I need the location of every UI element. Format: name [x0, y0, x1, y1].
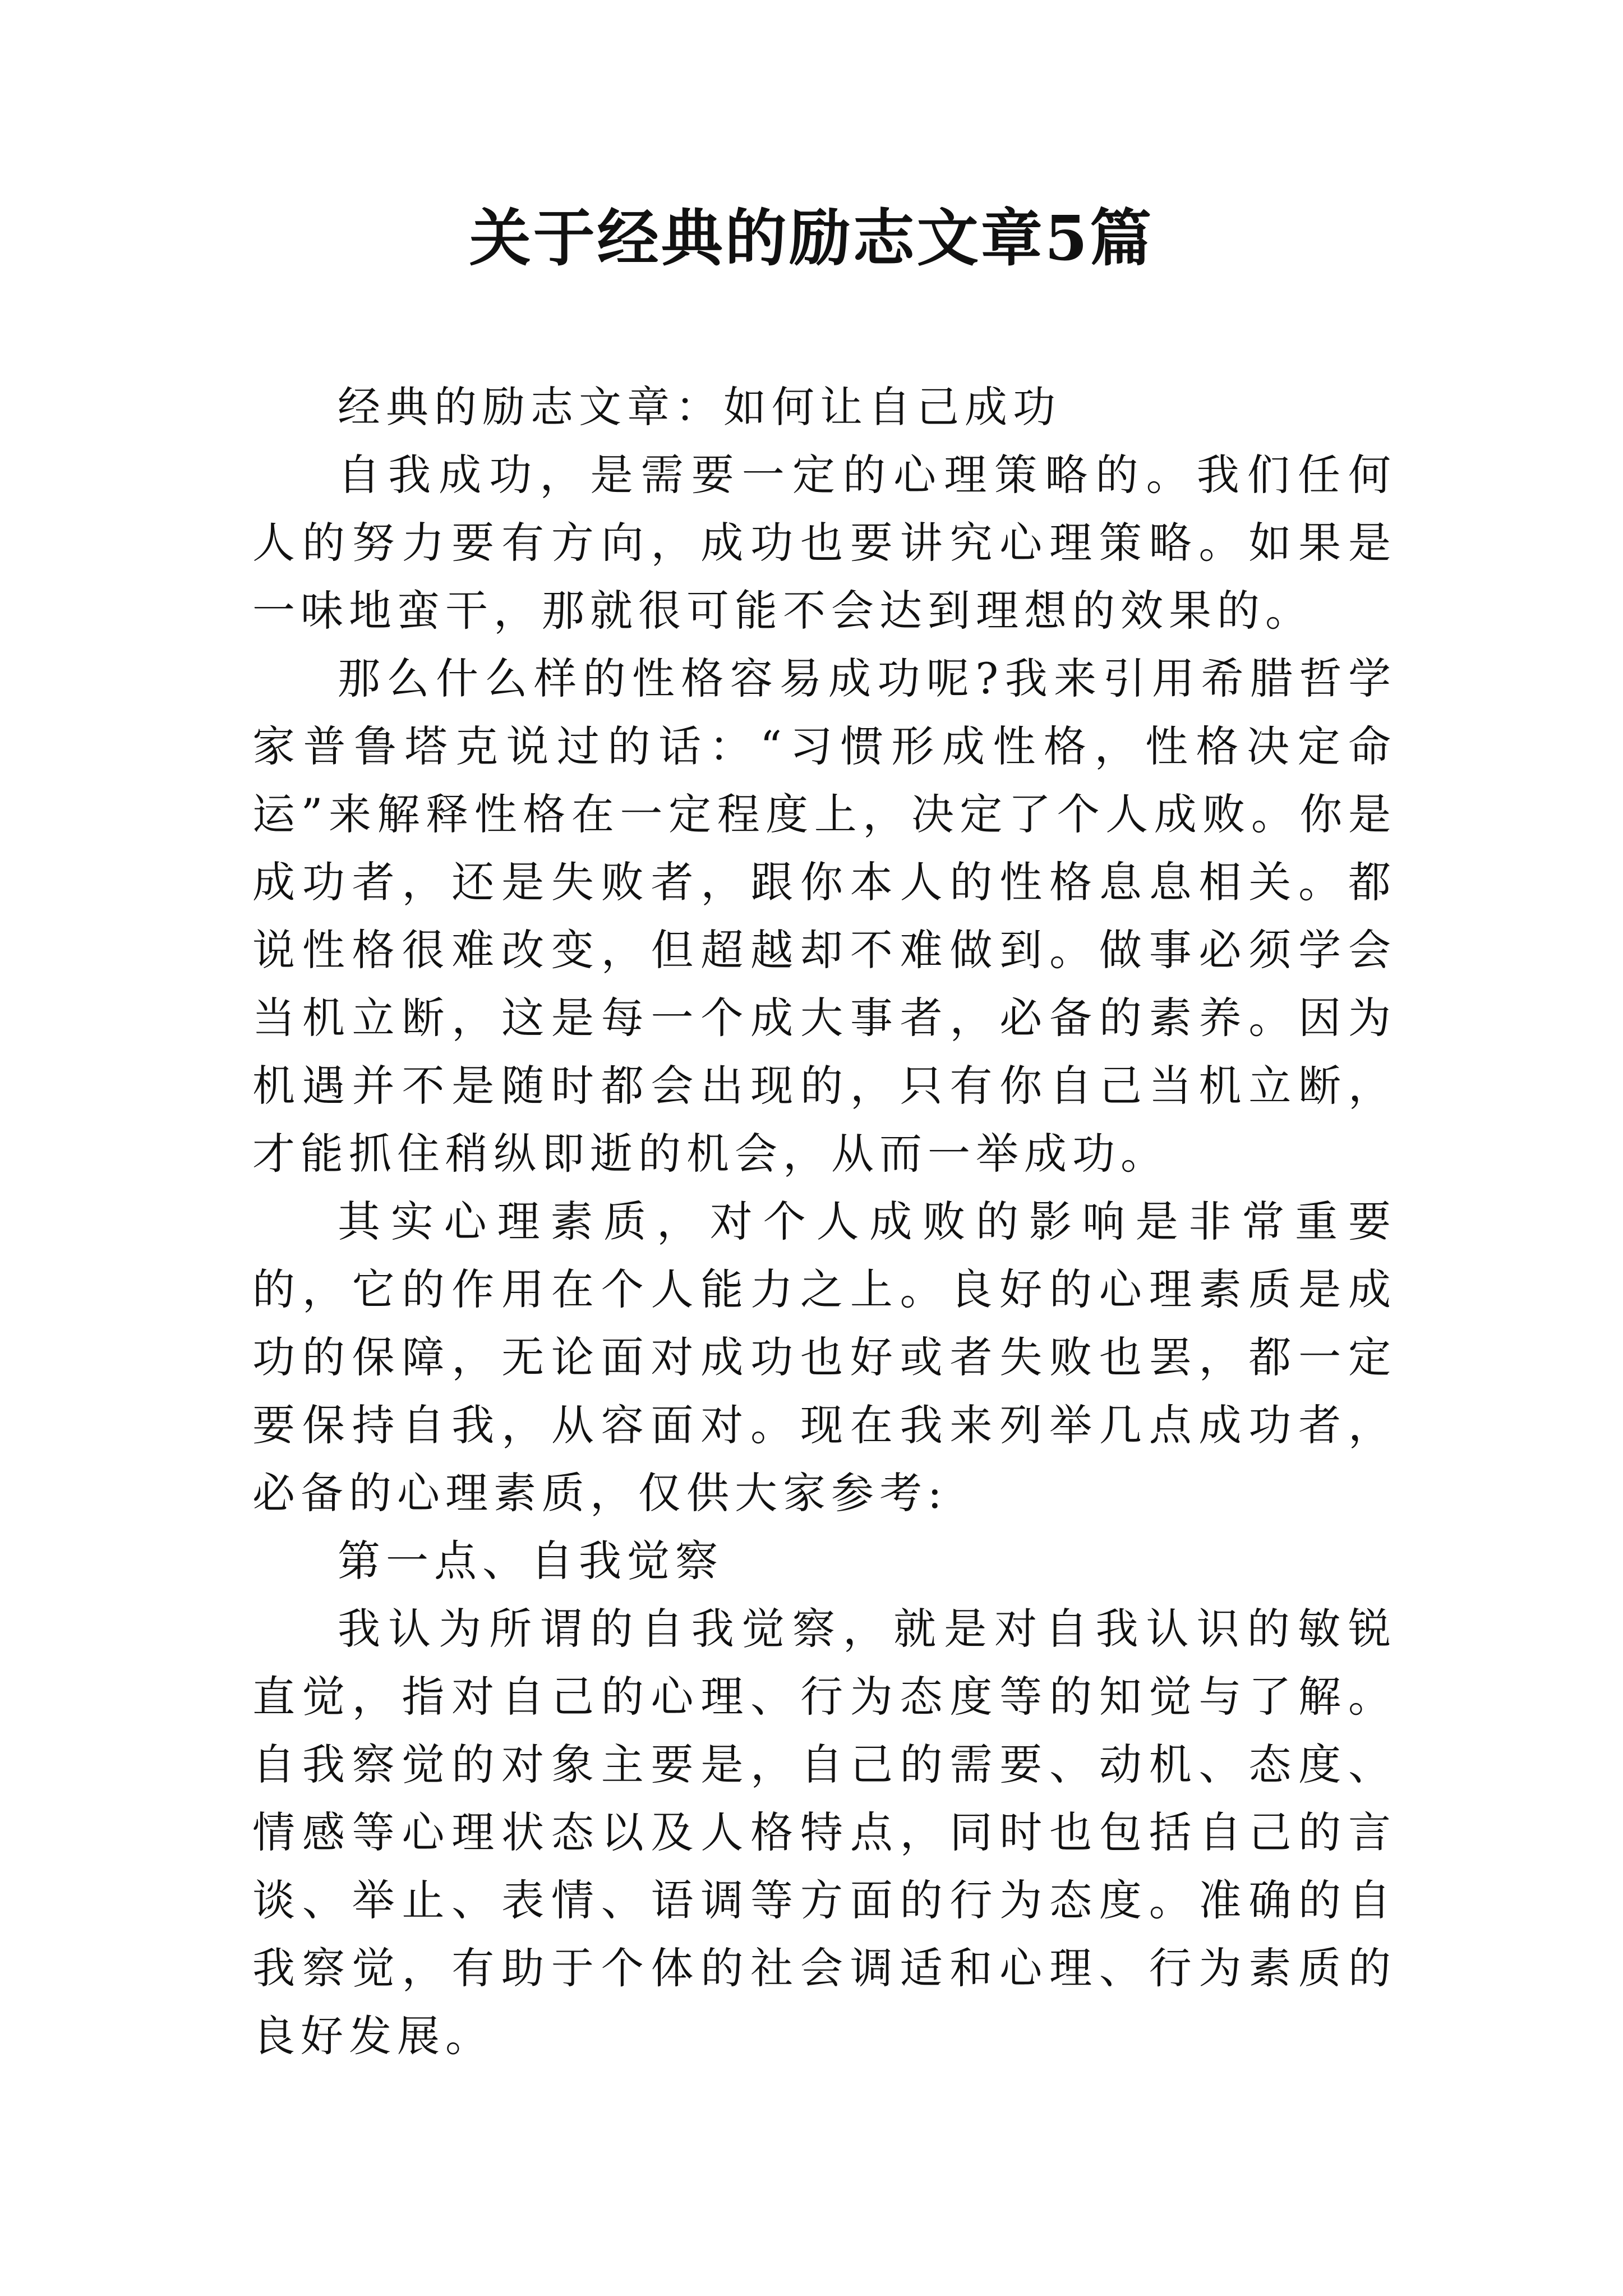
paragraph-2: 那么什么样的性格容易成功呢?我来引用希腊哲学家普鲁塔克说过的话：“习惯形成性格，性格决定命运”来解释性格在一定程度上，决定了个人成败。你是成功者，还是失败者，跟你本人的性格息息相关。都说性格很难改变，但超越却不难做到。做事必须学会当机立断，这是每一个成大事者，必备的素养。因为机遇并不是随时都会出现的，只有你自己当机立断，才能抓住稍纵即逝的机会，从而一举成功。: [252, 654, 1396, 1179]
article-subtitle: 经典的励志文章：如何让自己成功: [338, 382, 1061, 432]
document-body: [252, 373, 1396, 2070]
section-paragraph: 我认为所谓的自我觉察，就是对自我认识的敏锐直觉，指对自己的心理、行为态度等的知觉与了解。自我察觉的对象主要是，自己的需要、动机、态度、情感等心理状态以及人格特点，同时也包括自己的言谈、举止、表情、语调等方面的行为态度。准确的自我察觉，有助于个体的社会调适和心理、行为素质的良好发展。: [252, 1604, 1396, 2061]
section-heading: 第一点、自我觉察: [338, 1536, 723, 1586]
document-title: 关于经典的励志文章5篇: [469, 202, 1154, 274]
paragraph-3: 其实心理素质，对个人成败的影响是非常重要的，它的作用在个人能力之上。良好的心理素质是成功的保障，无论面对成功也好或者失败也罢，都一定要保持自我，从容面对。现在我来列举几点成功者，必备的心理素质，仅供大家参考:: [252, 1197, 1396, 1518]
paragraph-1: 自我成功，是需要一定的心理策略的。我们任何人的努力要有方向，成功也要讲究心理策略。如果是一味地蛮干，那就很可能不会达到理想的效果的。: [252, 450, 1396, 636]
